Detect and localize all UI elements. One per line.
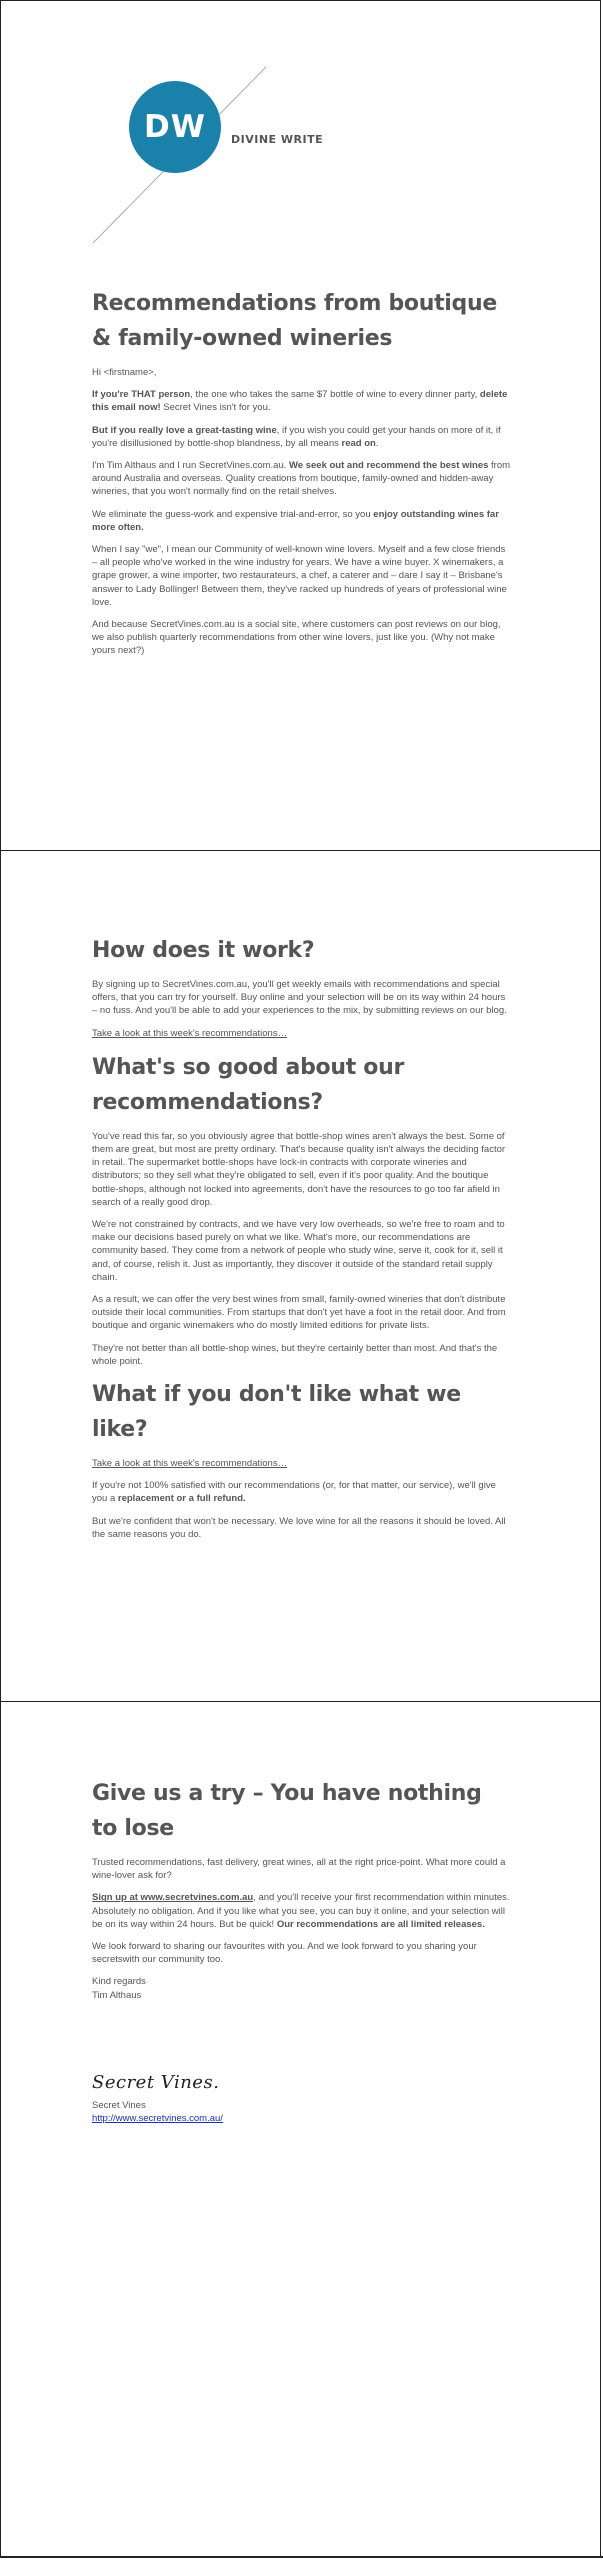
whats-so-good-text-4: They're not better than all bottle-shop wines, but they're certainly better than most. And that's the whole point. <box>92 1342 498 1367</box>
how-it-works-heading: How does it work? <box>92 938 315 963</box>
dont-like-heading: What if you don't like what we like? <box>92 1382 461 1443</box>
signature-image: Secret Vines. <box>92 2071 220 2093</box>
divine-write-logo <box>129 81 221 173</box>
logo-diagonal-line <box>1 1 602 261</box>
dont-like-text-1: If you're not 100% satisfied with our recommendations (or, for that matter, our service), we'll give you a replacement or a full refund. <box>92 1480 496 1505</box>
page-3 <box>0 1701 601 2558</box>
page-1-heading: Recommendations from boutique & family-owned wineries <box>92 291 497 351</box>
paragraph-2: But if you really love a great-tasting wine, if you wish you could get your hands on more of it, if you're disillusioned by bottle-shop blandness, by all means read on. <box>92 424 501 449</box>
whats-so-good-text-2: We're not constrained by contracts, and we have very low overheads, so we're free to roam and to make our decisions based purely on what we like. What's more, our recommendations are community based. They come from a network of people who study wine, serve it, cook for it, sell it and, of course, relish it. Just as importantly, they discover it outside of the standard retail supply chain. <box>92 1219 505 1283</box>
paragraph-3: I'm Tim Althaus and I run SecretVines.com.au. We seek out and recommend the best wines from around Australia and overseas. Quality creations from boutique, family-owned and hidden-away wineries, that you won't normally find on the retail shelves. <box>92 460 511 498</box>
page-2 <box>0 850 601 1702</box>
page-2-content <box>92 933 512 1550</box>
give-us-a-try-text-2: Sign up at www.secretvines.com.au, and you'll receive your first recommendation within minutes. Absolutely no obligation. And if you like what you see, you can buy it online, and your selection will be on its way within 24 hours. But be quick! Our recommendations are all limited releases. <box>92 1892 510 1930</box>
logo-initials: DW <box>144 109 206 145</box>
dont-like-text-2: But we're confident that won't be necessary. We love wine for all the reasons it should be loved. All the same reasons you do. <box>92 1515 506 1540</box>
closing: Kind regards <box>92 1976 146 1988</box>
give-us-a-try-heading: Give us a try – You have nothing to lose <box>92 1781 482 1841</box>
paragraph-6: And because SecretVines.com.au is a social site, where customers can post reviews on our blog, we also publish quarterly recommendations from other wine lovers, just like you. (Why not make yours next?) <box>92 619 501 657</box>
company-name: Secret Vines <box>92 2099 146 2111</box>
page-1-content <box>92 286 512 667</box>
page-1 <box>0 0 601 851</box>
page-bottom-border <box>0 2556 603 2558</box>
page-3-content <box>92 1776 512 2134</box>
greeting: Hi <firstname>, <box>92 367 157 378</box>
paragraph-5: When I say "we", I mean our Community of well-known wine lovers. Myself and a few close friends – all people who've worked in the wine industry for years. We have a wine buyer. X winemakers, a grape grower, a wine importer, two restaurateurs, a chef, a caterer and – dare I say it – Brisbane's answer to Lady Bollinger! Between them, they've racked up hundreds of years of professional wine love. <box>92 544 507 608</box>
paragraph-1: If you're THAT person, the one who takes the same $7 bottle of wine to every dinner party, delete this email now! Secret Vines isn't for you. <box>92 389 508 414</box>
signup-link[interactable]: Sign up at www.secretvines.com.au <box>92 1892 254 1904</box>
paragraph-4: We eliminate the guess-work and expensive trial-and-error, so you enjoy outstanding wines far more often. <box>92 508 499 533</box>
how-it-works-text: By signing up to SecretVines.com.au, you'll get weekly emails with recommendations and special offers, that you can try for yourself. Buy online and your selection will be on its way within 24 hours – no fuss. And you'll be able to add your experiences to the mix, by submitting reviews on our blog. <box>92 979 507 1017</box>
give-us-a-try-text-1: Trusted recommendations, fast delivery, great wines, all at the right price-point. What more could a wine-lover ask for? <box>92 1857 506 1882</box>
logo-name: DIVINE WRITE <box>231 133 324 146</box>
website-link[interactable]: http://www.secretvines.com.au/ <box>92 2113 223 2125</box>
recommendations-link-2[interactable]: Take a look at this week's recommendations… <box>92 1458 288 1470</box>
whats-so-good-text-1: You've read this far, so you obviously agree that bottle-shop wines aren't always the best. Some of them are great, but most are pretty ordinary. That's because quality isn't always the deciding factor in retail. The supermarket bottle-shops have lock-in contracts with corporate wineries and distributors; so they sell what they're obligated to sell, even if it's poor quality. And the boutique bottle-shops, although not locked into agreements, don't have the resources to go too far afield in search of a really good drop. <box>92 1130 506 1208</box>
give-us-a-try-text-3: We look forward to sharing our favourites with you. And we look forward to you sharing your secretswith our community too. <box>92 1941 477 1966</box>
signer-name: Tim Althaus <box>92 1989 142 2001</box>
recommendations-link-1[interactable]: Take a look at this week's recommendations… <box>92 1027 288 1039</box>
whats-so-good-heading: What's so good about our recommendations? <box>92 1054 405 1115</box>
whats-so-good-text-3: As a result, we can offer the very best wines from small, family-owned wineries that don't distribute outside their local communities. From startups that don't yet have a foot in the retail door. And from boutique and organic winemakers who do mostly limited editions for private lists. <box>92 1294 506 1332</box>
